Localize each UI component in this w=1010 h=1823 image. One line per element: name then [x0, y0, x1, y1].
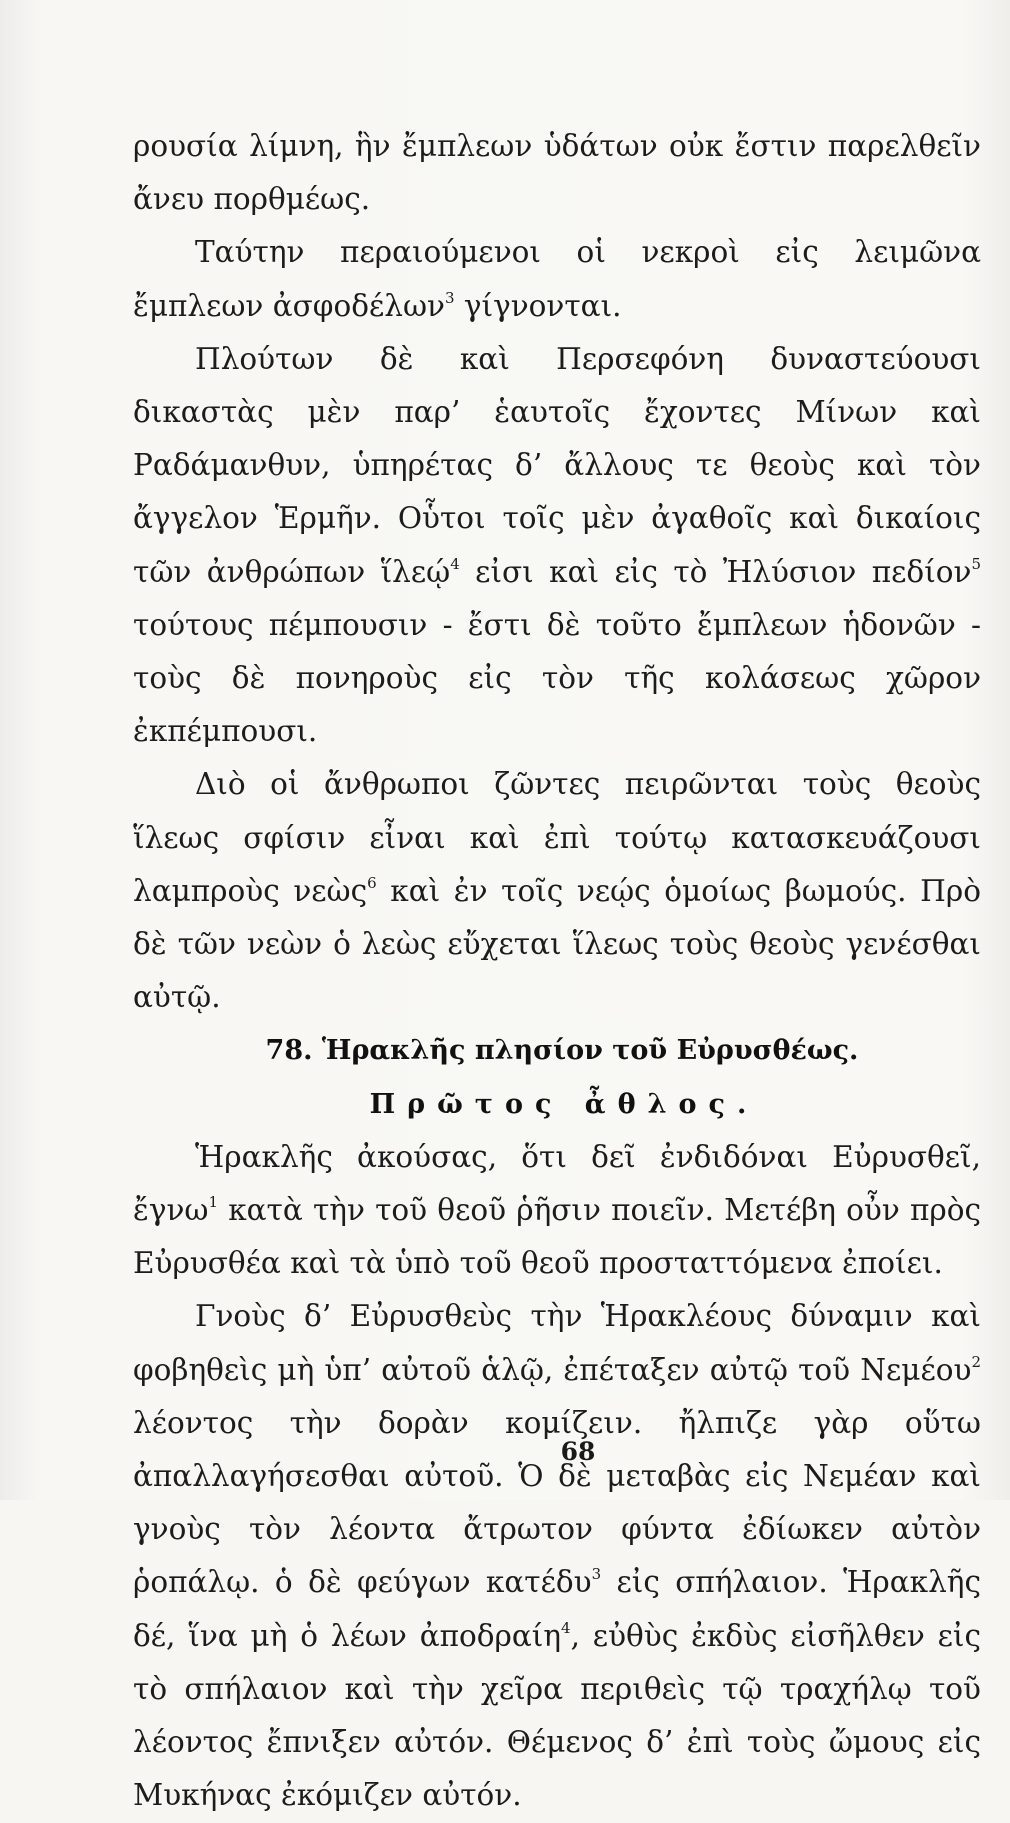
text-section-1: [133, 120, 981, 1024]
footnote-marker: 3: [444, 288, 455, 307]
footnote-marker: 2: [971, 1352, 981, 1371]
footnote-marker: 3: [591, 1565, 602, 1584]
paragraph: [133, 758, 981, 1024]
text-run: καὶ ἐν τοῖς νεῴς ὁμοίως βωμούς. Πρὸ δὲ τῶν νεὼν ὁ λεὼς εὔχεται ἵλεως τοὺς θεοὺς γενέσθαι αὐτῷ.: [133, 873, 981, 1015]
page-body: [133, 120, 981, 1823]
text-section-2: [133, 1131, 981, 1823]
footnote-marker: 6: [367, 873, 377, 892]
text-run: εἰσι καὶ εἰς τὸ Ἠλύσιον πεδίον: [459, 554, 972, 589]
text-run: Γνοὺς δ’ Εὐρυσθεὺς τὴν Ἡρακλέους δύναμιν καὶ φοβηθεὶς μὴ ὑπ’ αὐτοῦ ἁλῷ, ἐπέταξεν αὐτῷ τοῦ Νεμέου: [133, 1299, 981, 1387]
text-run: Ἡρακλῆς ἀκούσας, ὅτι δεῖ ἐνδιδόναι Εὐρυσθεῖ, ἔγνω: [133, 1139, 981, 1228]
footnote-marker: 1: [208, 1193, 218, 1212]
paragraph: [133, 226, 981, 332]
footnote-marker: 4: [561, 1618, 571, 1637]
section-title: 78. Ἡρακλῆς πλησίον τοῦ Εὐρυσθέως.: [265, 1035, 859, 1067]
paragraph: [133, 1131, 981, 1291]
section-heading-group: [133, 1024, 981, 1130]
footnote-marker: 5: [971, 554, 982, 573]
paragraph: [133, 1290, 981, 1822]
paragraph: [133, 120, 981, 226]
text-run: Διὸ οἱ ἄνθρωποι ζῶντες πειρῶνται τοὺς θεοὺς ἵλεως σφίσιν εἶναι καὶ ἐπὶ τούτῳ κατασκευάζουσι λαμπροὺς νεὼς: [133, 767, 981, 908]
text-run: τούτους πέμπουσιν - ἔστι δὲ τοῦτο ἔμπλεων ἡδονῶν - τοὺς δὲ πονηροὺς εἰς τὸν τῆς κολάσεως χῶρον ἐκπέμπουσι.: [133, 607, 981, 749]
text-run: γίγνονται.: [454, 288, 622, 323]
page-number: 68: [560, 1437, 596, 1466]
subsection-title: Πρῶτος ἆθλος.: [369, 1088, 759, 1120]
paragraph: [133, 333, 981, 759]
text-run: λέοντος τὴν δορὰν κομίζειν. ἤλπιζε γὰρ οὕτω ἀπαλλαγήσεσθαι αὐτοῦ. Ὁ δὲ μεταβὰς εἰς Νεμέαν καὶ γνοὺς τὸν λέοντα ἄτρωτον φύντα ἐδίωκεν αὐτὸν ῥοπάλῳ. ὁ δὲ φεύγων κατέδυ: [133, 1405, 981, 1600]
text-run: Ταύτην περαιούμενοι οἱ νεκροὶ εἰς λειμῶνα ἔμπλεων ἀσφοδέλων: [133, 235, 981, 323]
footnote-marker: 4: [450, 554, 460, 573]
text-run: κατὰ τὴν τοῦ θεοῦ ῥῆσιν ποιεῖν. Μετέβη οὖν πρὸς Εὐρυσθέα καὶ τὰ ὑπὸ τοῦ θεοῦ προσταττόμενα ἐποίει.: [133, 1193, 981, 1281]
text-run: , εὐθὺς ἐκδὺς εἰσῆλθεν εἰς τὸ σπήλαιον καὶ τὴν χεῖρα περιθεὶς τῷ τραχήλῳ τοῦ λέοντος ἔπνιξεν αὐτόν. Θέμενος δ’ ἐπὶ τοὺς ὤμους εἰς Μυκήνας ἐκόμιζεν αὐτόν.: [133, 1618, 981, 1813]
text-run: ρουσία λίμνη, ἣν ἔμπλεων ὑδάτων οὐκ ἔστιν παρελθεῖν ἄνευ πορθμέως.: [133, 129, 981, 217]
text-run: εἰς σπήλαιον. Ἡρακλῆς δέ, ἵνα μὴ ὁ λέων ἀποδραίη: [133, 1565, 981, 1653]
text-run: Πλούτων δὲ καὶ Περσεφόνη δυναστεύουσι δικαστὰς μὲν παρ’ ἑαυτοῖς ἔχοντες Μίνων καὶ Ραδάμανθυν, ὑπηρέτας δ’ ἄλλους τε θεοὺς καὶ τὸν ἄγγελον Ἑρμῆν. Οὗτοι τοῖς μὲν ἀγαθοῖς καὶ δικαίοις τῶν ἀνθρώπων ἵλεῴ: [133, 341, 981, 589]
